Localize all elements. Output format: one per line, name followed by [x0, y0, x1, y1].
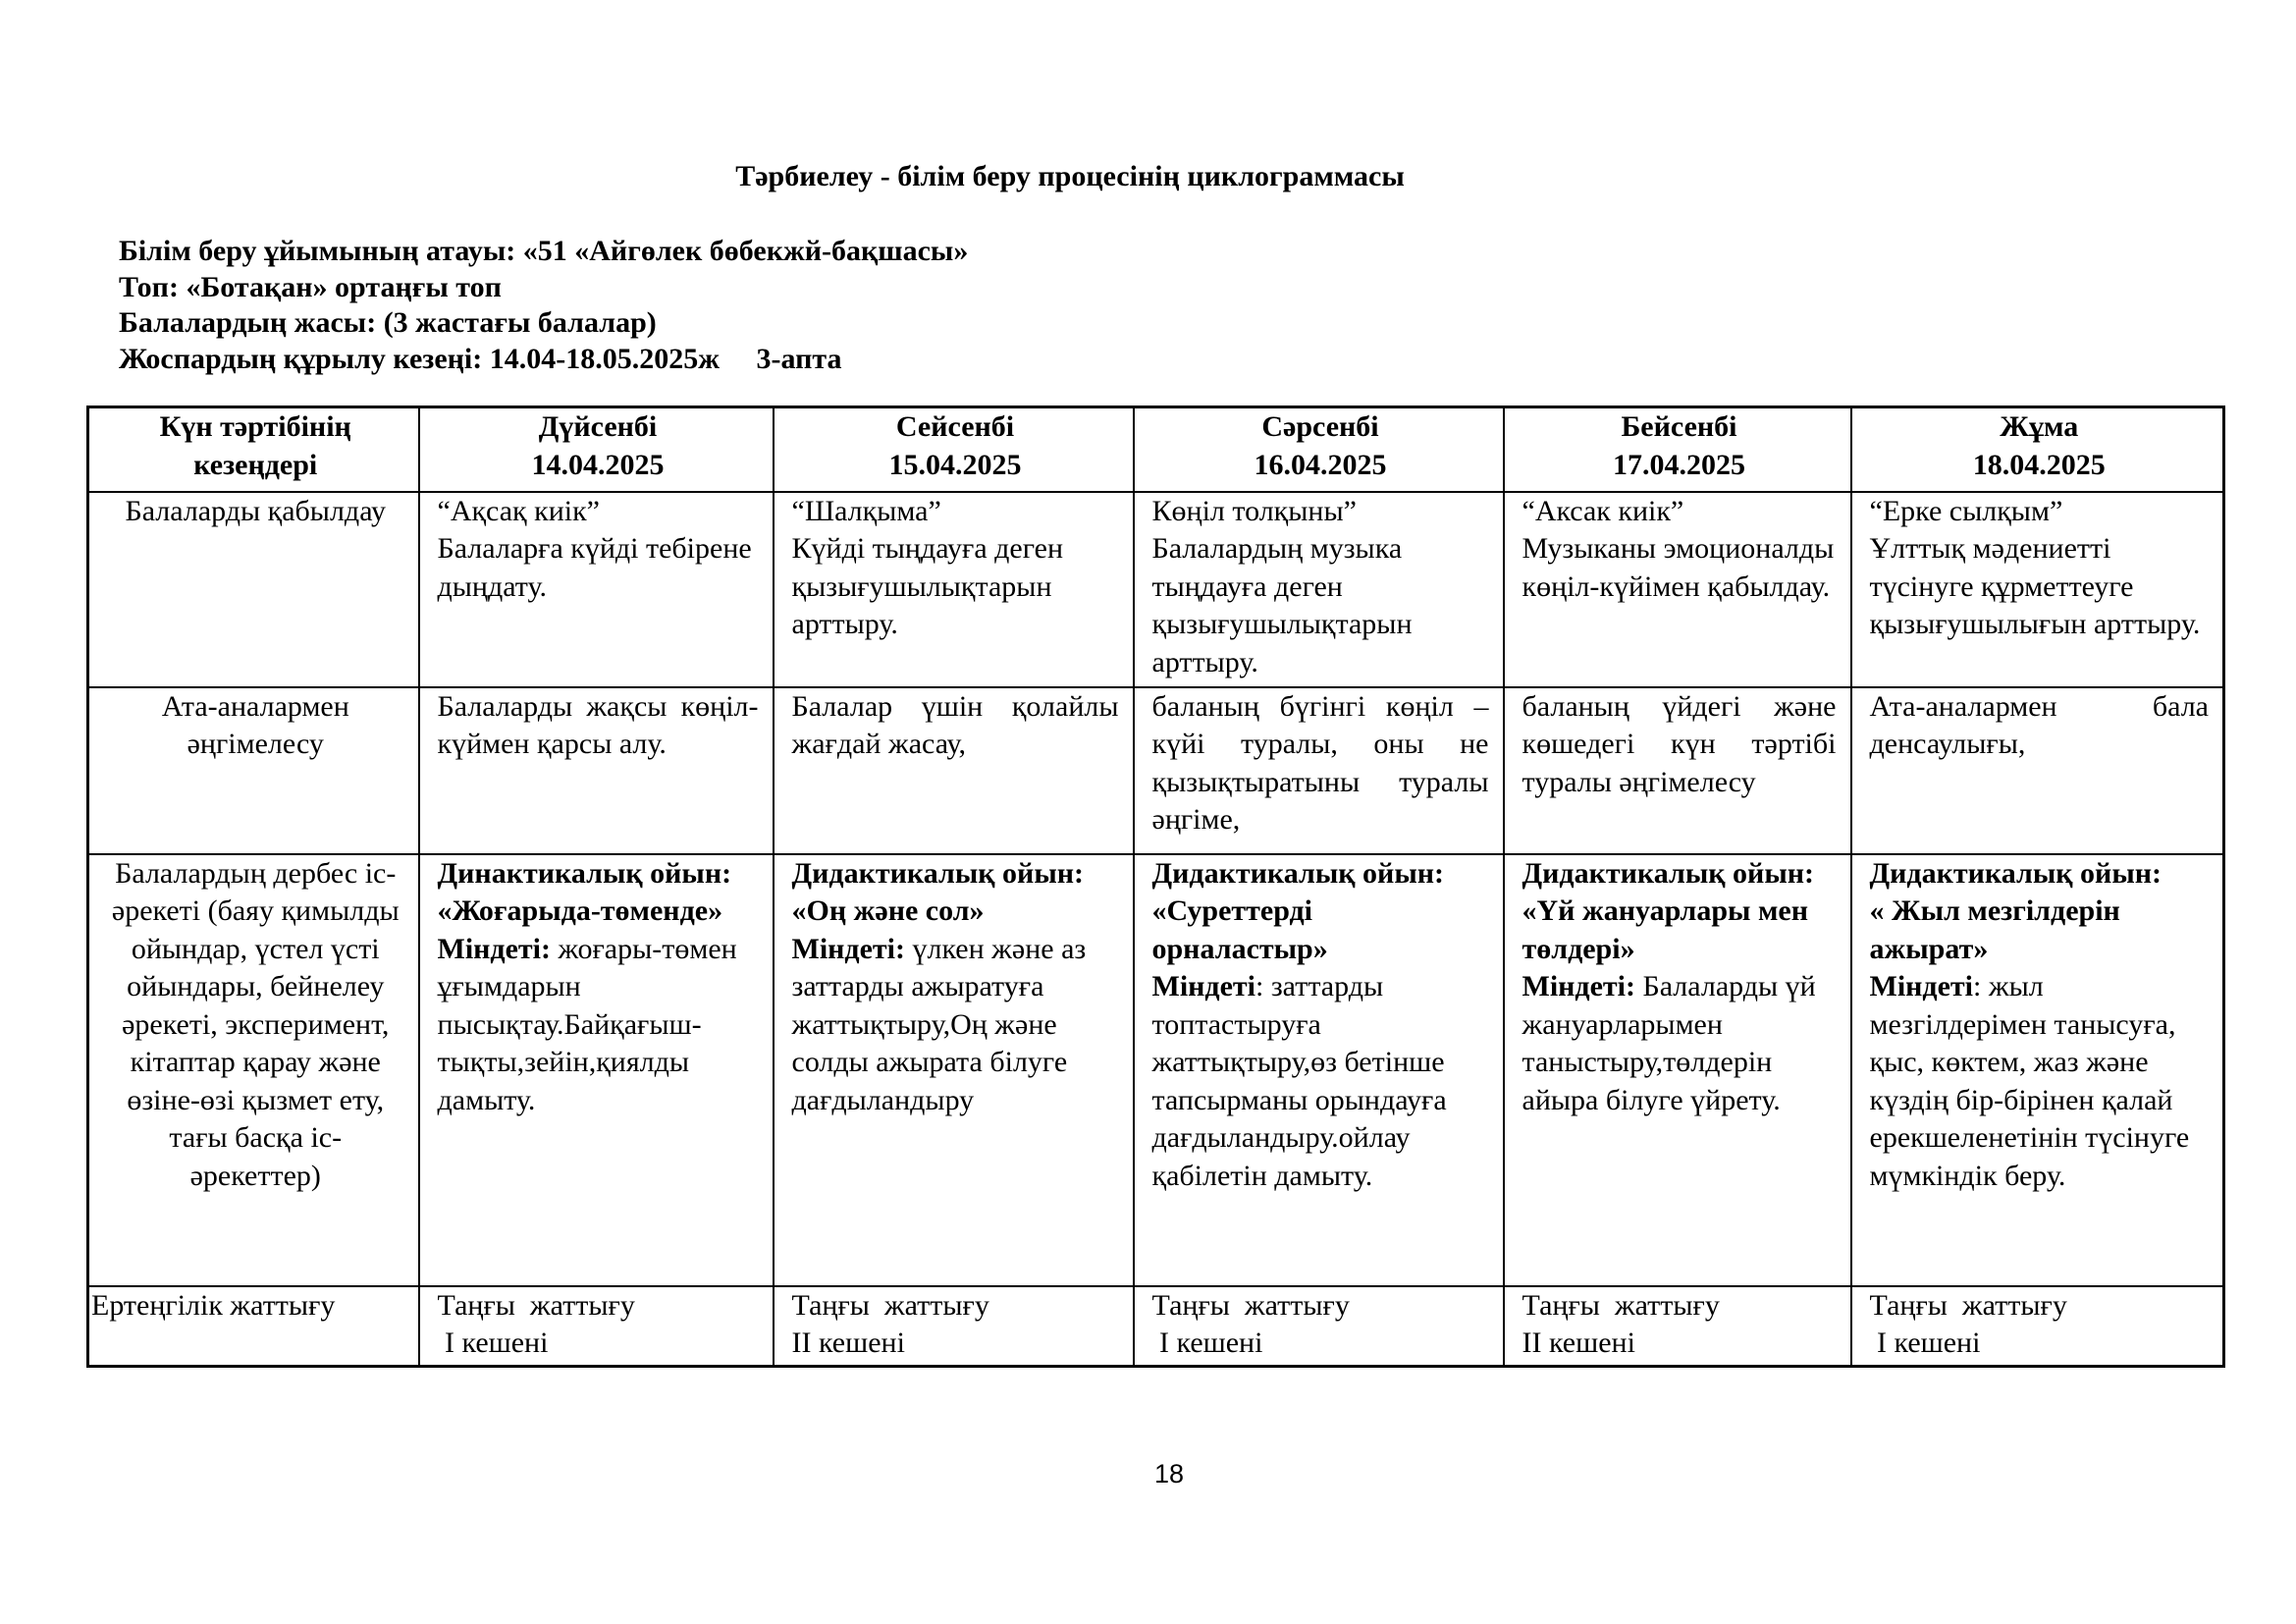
group-value: «Ботақан» ортаңғы топ [186, 270, 502, 303]
table-cell: Балалар үшін қолайлы жағдай жасау, [774, 687, 1134, 854]
row-head-reception: Балаларды қабылдау [88, 492, 419, 687]
day-header: Бейсенбі 17.04.2025 [1504, 407, 1851, 492]
table-cell: Таңғы жаттығу ІІ кешені [774, 1286, 1134, 1367]
table-cell: Балаларды жақсы көңіл-күймен қарсы алу. [419, 687, 774, 854]
day-header: Сейсенбі 15.04.2025 [774, 407, 1134, 492]
table-cell: “Аксак киік” Музыканы эмоционалды көңіл-күйімен қабылдау. [1504, 492, 1851, 687]
group-line [119, 270, 968, 306]
document-info [119, 234, 968, 377]
org-label: Білім беру ұйымының атауы: [119, 235, 516, 267]
table-cell: Көңіл толқыны” Балалардың музыка тыңдауға деген қызығушылықтарын арттыру. [1134, 492, 1504, 687]
schedule-table [86, 406, 2225, 1368]
table-cell: Ата-аналармен бала денсаулығы, [1851, 687, 2224, 854]
org-value: «51 «Айгөлек бөбекжй-бақшасы» [522, 235, 969, 267]
row-head-exercise: Ертеңгілік жаттығу [88, 1286, 419, 1367]
table-cell: баланың үйдегі және көшедегі күн тәртібі туралы әңгімелесу [1504, 687, 1851, 854]
day-header: Дүйсенбі 14.04.2025 [419, 407, 774, 492]
table-cell: Дидактикалық ойын: «Үй жануарлары мен төлдері» Міндеті: Балаларды үй жануарларымен таныстыру,төлдерін айыра білуге үйрету. [1504, 854, 1851, 1286]
day-header: Сәрсенбі 16.04.2025 [1134, 407, 1504, 492]
org-line [119, 234, 968, 270]
table-cell: Дидактикалық ойын: «Оң және сол» Міндеті: үлкен және аз заттарды ажыратуға жаттықтыру,Оң және солды ажырата білуге дағдыландыру [774, 854, 1134, 1286]
page-title: Тәрбиелеу - білім беру процесінің циклограммасы [735, 160, 1405, 192]
table-row [88, 1286, 2224, 1367]
day-header: Жұма 18.04.2025 [1851, 407, 2224, 492]
age-label: Балалардың жасы: [119, 306, 377, 339]
table-header-row [88, 407, 2224, 492]
table-cell: Таңғы жаттығу І кешені [419, 1286, 774, 1367]
table-cell: Таңғы жаттығу І кешені [1851, 1286, 2224, 1367]
table-cell: “Шалқыма” Күйді тыңдауға деген қызығушылықтарын арттыру. [774, 492, 1134, 687]
table-row [88, 492, 2224, 687]
page-number: 18 [1153, 1459, 1185, 1489]
period-value: 14.04-18.05.2025ж [489, 342, 720, 375]
age-line [119, 305, 968, 342]
table-cell: Таңғы жаттығу І кешені [1134, 1286, 1504, 1367]
table-cell: Таңғы жаттығу ІІ кешені [1504, 1286, 1851, 1367]
age-value: (3 жастағы балалар) [383, 306, 657, 339]
table-cell: “Ерке сылқым” Ұлттық мәдениетті түсінуге құрметтеуге қызығушылығын арттыру. [1851, 492, 2224, 687]
group-label: Топ: [119, 270, 179, 303]
week-label: 3-апта [756, 342, 842, 375]
table-row [88, 687, 2224, 854]
table-cell: Дидактикалық ойын: «Суреттерді орналастыр» Міндеті: заттарды топтастыруға жаттықтыру,өз бетінше тапсырманы орындауға дағдыландыру.ойлау қабілетін дамыту. [1134, 854, 1504, 1286]
period-line [119, 342, 968, 378]
table-row [88, 854, 2224, 1286]
table-cell: баланың бүгінгі көңіл – күйі туралы, оны не қызықтыратыны туралы әңгіме, [1134, 687, 1504, 854]
table-cell: Динактикалық ойын: «Жоғарыда-төменде» Міндеті: жоғары-төмен ұғымдарын пысықтау.Байқағыш-тықты,зейін,қиялды дамыту. [419, 854, 774, 1286]
table-cell: Дидактикалық ойын: « Жыл мезгілдерін ажырат» Міндеті: жыл мезгілдерімен танысуға, қыс, көктем, жаз және күздің бір-бірінен қалай ерекшеленетінін түсінуге мүмкіндік беру. [1851, 854, 2224, 1286]
period-label: Жоспардың құрылу кезеңі: [119, 342, 483, 375]
row-head-parents: Ата-аналармен әңгімелесу [88, 687, 419, 854]
row-head-activity: Балалардың дербес іс-әрекеті (баяу қимылды ойындар, үстел үсті ойындары, бейнелеу әрекеті, эксперимент, кітаптар қарау және өзіне-өзі қызмет ету, тағы басқа іс-әрекеттер) [88, 854, 419, 1286]
table-cell: “Ақсақ киік” Балаларға күйді тебірене дыңдату. [419, 492, 774, 687]
corner-header: Күн тәртібінің кезеңдері [88, 407, 419, 492]
